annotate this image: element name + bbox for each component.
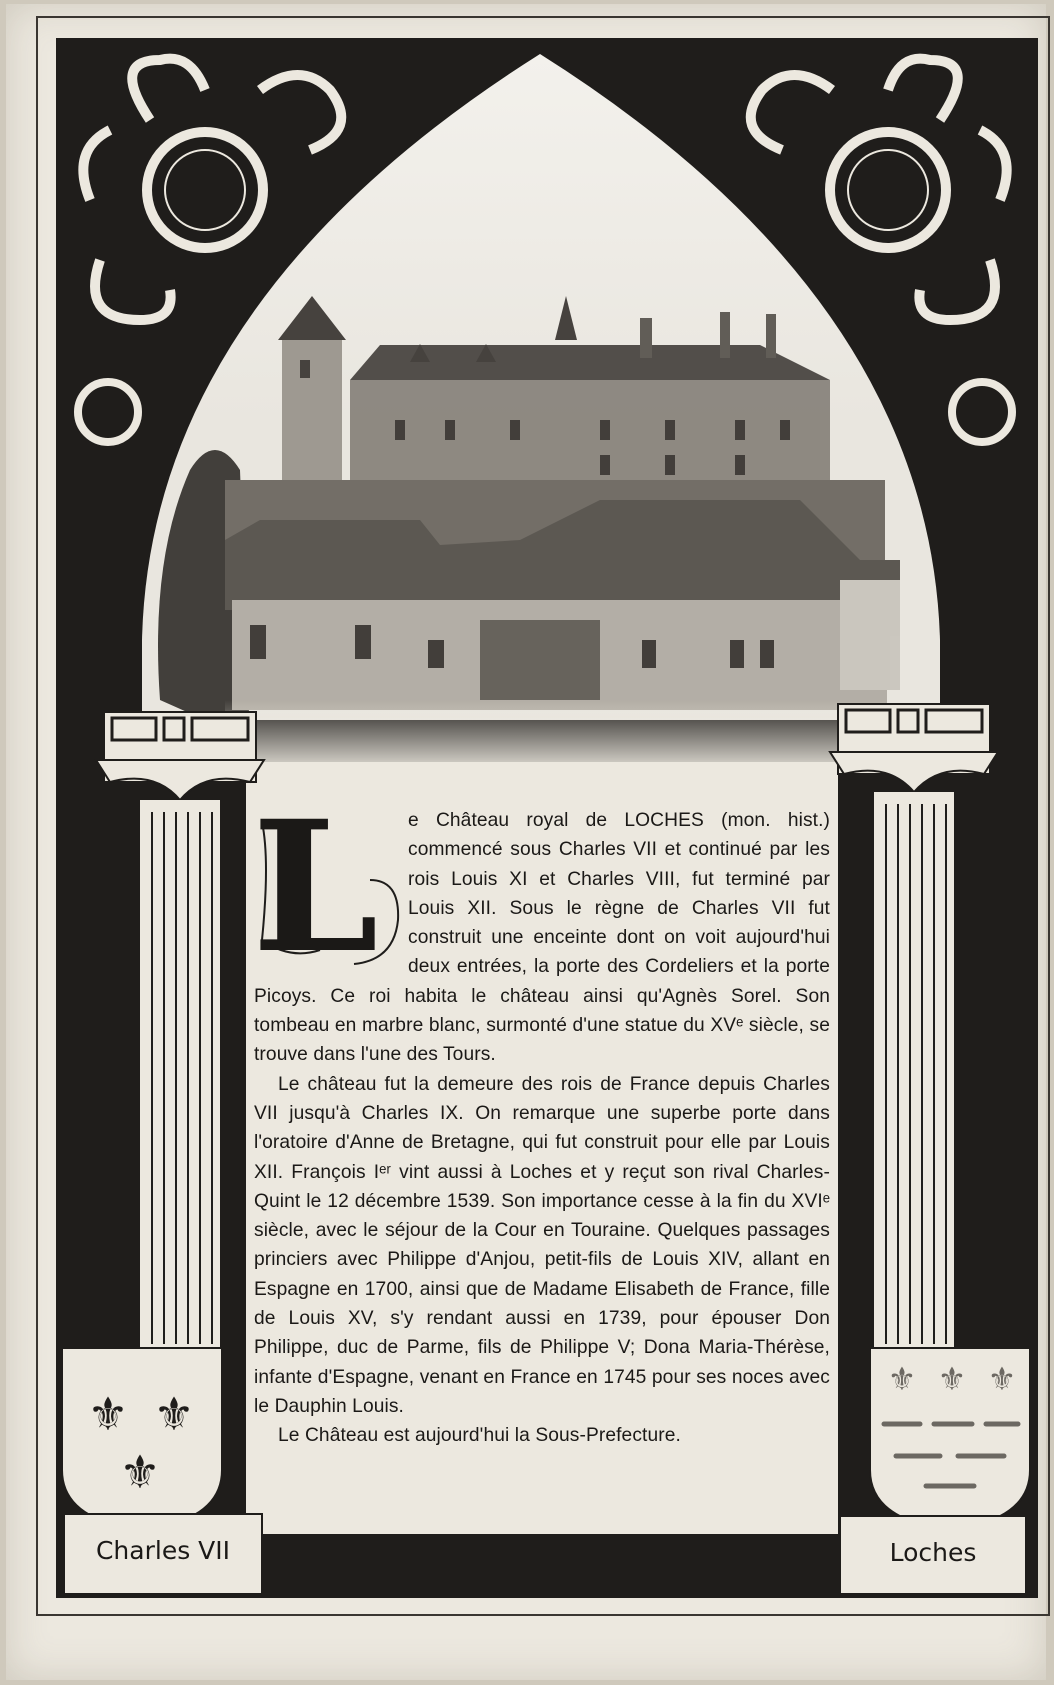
svg-text:⚜: ⚜ xyxy=(87,1387,129,1441)
label-loches: Loches xyxy=(889,1538,977,1567)
roundel-left xyxy=(78,382,138,442)
dropcap-letter: L xyxy=(252,782,379,993)
history-text xyxy=(252,782,830,1451)
svg-text:⚜: ⚜ xyxy=(119,1445,161,1499)
paragraph-1: L e Château royal de LOCHES (mon. hist.) commencé sous Charles VII et continué par les rois Louis XI et Charles VIII, fut terminé par Louis XII. Sous le règne de Charles VII fut construit une enceinte dont on voit aujourd'hui deux entrées, la porte des Cordeliers et la porte Picoys. Ce roi habita le château ainsi qu'Agnès Sorel. Son tombeau en marbre blanc, surmonté d'une statue du XVᵉ siècle, se trouve dans l'une des Tours. xyxy=(252,782,830,1066)
svg-text:⚜: ⚜ xyxy=(153,1387,195,1441)
column-left xyxy=(96,712,264,1348)
column-right xyxy=(830,704,998,1348)
paragraph-2: Le château fut la demeure des rois de France depuis Charles VII jusqu'à Charles IX. On remarque une superbe porte dans l'oratoire d'Anne de Bretagne, qui fut construit pour elle par Louis XII. François Iᵉʳ vint aussi à Loches et y reçut son rival Charles-Quint le 12 décembre 1539. Son importance cesse à la fin du XVIᵉ siècle, avec le séjour de la Cour en Touraine. Quelques passages princiers avec Philippe d'Anjou, petit-fils de Louis XIV, allant en Espagne en 1700, ainsi que de Madame Elisabeth de France, fille de Louis XV, s'y rendant aussi en 1739, pour épouser Don Philippe, duc de Parme, fils de Philippe V; Dona Maria-Thérèse, infante d'Espagne, venant en France en 1745 pour ses noces avec le Dauphin Louis. xyxy=(254,1073,830,1417)
svg-text:⚜: ⚜ xyxy=(937,1360,967,1398)
svg-text:⚜: ⚜ xyxy=(887,1360,917,1398)
svg-text:⚜: ⚜ xyxy=(987,1360,1017,1398)
shield-loches xyxy=(870,1348,1030,1530)
label-charles-vii: Charles VII xyxy=(95,1536,231,1565)
shield-charles-vii xyxy=(62,1348,222,1530)
roundel-right xyxy=(952,382,1012,442)
fleur-de-lis-icon xyxy=(888,1360,1017,1398)
paragraph-3: Le Château est aujourd'hui la Sous-Prefecture. xyxy=(278,1425,681,1447)
